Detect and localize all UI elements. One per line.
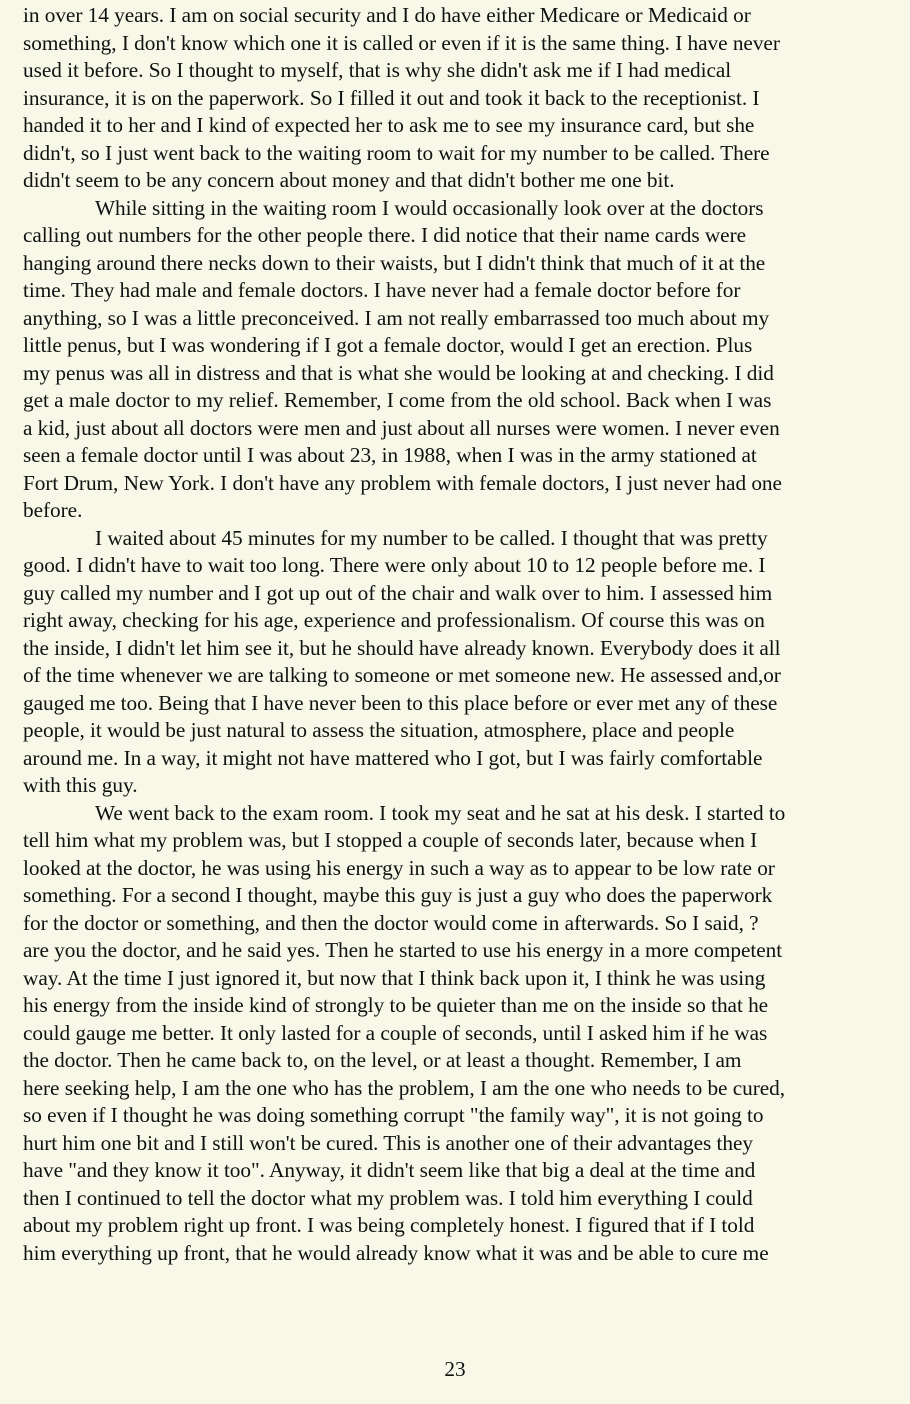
text-line: in over 14 years. I am on social security and I do have either Medicare or Medicaid or [23, 3, 751, 27]
text-line: Fort Drum, New York. I don't have any problem with female doctors, I just never had one [23, 470, 782, 495]
text-line: before. [23, 498, 83, 522]
text-line: could gauge me better. It only lasted for a couple of seconds, until I asked him if he was [23, 1020, 768, 1045]
text-line: anything, so I was a little preconceived. I am not really embarrassed too much about my [23, 305, 770, 330]
text-line: with this guy. [23, 773, 138, 797]
text-line: him everything up front, that he would already know what it was and be able to cure me [23, 1240, 769, 1265]
text-line: get a male doctor to my relief. Remember, I come from the old school. Back when I was [23, 388, 772, 412]
text-line: handed it to her and I kind of expected her to ask me to see my insurance card, but she [23, 113, 755, 137]
text-line: good. I didn't have to wait too long. There were only about 10 to 12 people before me. I [23, 553, 766, 577]
text-line: are you the doctor, and he said yes. Then he started to use his energy in a more competent [23, 938, 783, 962]
text-line: seen a female doctor until I was about 23, in 1988, when I was in the army stationed at [23, 443, 757, 467]
text-line: something. For a second I thought, maybe this guy is just a guy who does the paperwork [23, 883, 773, 907]
text-line: so even if I thought he was doing something corrupt "the family way", it is not going to [23, 1103, 764, 1127]
page-number: 23 [444, 1357, 466, 1381]
text-line: didn't, so I just went back to the waiting room to wait for my number to be called. There [23, 140, 770, 165]
text-line: here seeking help, I am the one who has the problem, I am the one who needs to be cured, [23, 1075, 786, 1100]
text-line: then I continued to tell the doctor what my problem was. I told him everything I could [23, 1185, 753, 1210]
text-line: my penus was all in distress and that is what she would be looking at and checking. I did [23, 360, 774, 385]
text-line: the inside, I didn't let him see it, but he should have already known. Everybody does it all [23, 635, 781, 660]
text-line: have "and they know it too". Anyway, it didn't seem like that big a deal at the time and [23, 1158, 756, 1182]
text-line: time. They had male and female doctors. I have never had a female doctor before for [23, 278, 741, 302]
text-line: his energy from the inside kind of strongly to be quieter than me on the inside so that he [23, 993, 769, 1017]
text-line: people, it would be just natural to assess the situation, atmosphere, place and people [23, 718, 735, 742]
text-line: calling out numbers for the other people there. I did notice that their name cards were [23, 223, 747, 247]
paragraph-first-line: I waited about 45 minutes for my number to be called. I thought that was pretty [95, 525, 768, 550]
text-line: insurance, it is on the paperwork. So I filled it out and took it back to the receptionist. I [23, 85, 760, 110]
text-line: little penus, but I was wondering if I got a female doctor, would I get an erection. Plus [23, 333, 753, 357]
text-line: right away, checking for his age, experience and professionalism. Of course this was on [23, 608, 765, 632]
paragraph-first-line: While sitting in the waiting room I would occasionally look over at the doctors [95, 195, 764, 220]
document-body [23, 2, 903, 1267]
text-line: hurt him one bit and I still won't be cured. This is another one of their advantages they [23, 1130, 754, 1155]
text-line: something, I don't know which one it is called or even if it is the same thing. I have never [23, 30, 780, 55]
text-line: a kid, just about all doctors were men and just about all nurses were women. I never even [23, 415, 780, 440]
text-line: gauged me too. Being that I have never been to this place before or ever met any of these [23, 690, 778, 715]
text-line: about my problem right up front. I was being completely honest. I figured that if I told [23, 1213, 755, 1237]
text-line: looked at the doctor, he was using his energy in such a way as to appear to be low rate or [23, 855, 775, 880]
text-line: didn't seem to be any concern about money and that didn't bother me one bit. [23, 168, 675, 192]
text-line: used it before. So I thought to myself, that is why she didn't ask me if I had medical [23, 58, 732, 82]
text-line: of the time whenever we are talking to someone or met someone new. He assessed and,or [23, 663, 781, 687]
text-line: hanging around there necks down to their waists, but I didn't think that much of it at the [23, 250, 766, 275]
text-line: around me. In a way, it might not have mattered who I got, but I was fairly comfortable [23, 745, 763, 770]
text-line: for the doctor or something, and then the doctor would come in afterwards. So I said, ? [23, 910, 759, 935]
text-line: tell him what my problem was, but I stopped a couple of seconds later, because when I [23, 828, 758, 852]
text-line: guy called my number and I got up out of the chair and walk over to him. I assessed him [23, 580, 773, 605]
paragraph-first-line: We went back to the exam room. I took my seat and he sat at his desk. I started to [95, 800, 786, 825]
text-line: way. At the time I just ignored it, but now that I think back upon it, I think he was using [23, 965, 766, 990]
text-line: the doctor. Then he came back to, on the level, or at least a thought. Remember, I am [23, 1048, 742, 1072]
